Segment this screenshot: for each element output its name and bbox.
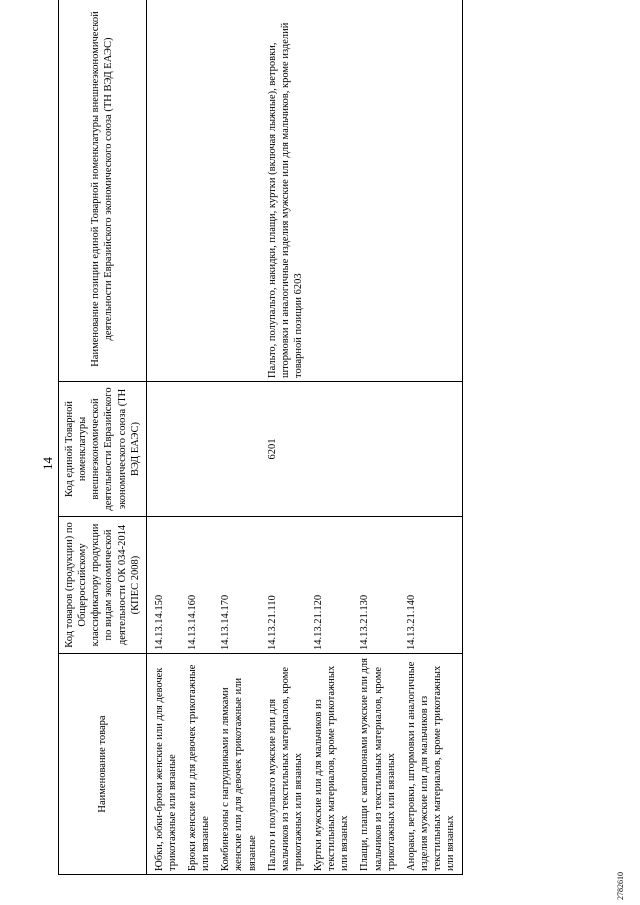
tnved-name-cell	[146, 0, 184, 382]
tnved-name-cell	[217, 0, 263, 382]
product-name-cell: Анораки, ветровки, штормовки и аналогичные изделия мужские или для мальчиков из текстильных материалов, кроме трикотажных или вязаных	[403, 654, 463, 875]
tnved-name-cell	[184, 0, 217, 382]
okpd-code-cell: 14.13.21.120	[310, 517, 356, 654]
okpd-code-cell: 14.13.14.170	[217, 517, 263, 654]
tnved-code-cell	[146, 382, 184, 517]
table-row	[403, 0, 463, 875]
tnved-name-cell	[403, 0, 463, 382]
table-row	[184, 0, 217, 875]
okpd-code-cell: 14.13.14.160	[184, 517, 217, 654]
tnved-name-cell	[356, 0, 402, 382]
table-body	[146, 0, 463, 875]
product-name-cell: Плащи, плащи с капюшонами мужские или для мальчиков из текстильных материалов, кроме трикотажных или вязаных	[356, 654, 402, 875]
table-header	[59, 0, 147, 875]
tnved-name-cell	[310, 0, 356, 382]
table-row	[310, 0, 356, 875]
header-tnved-name: Наименование позиции единой Товарной номенклатуры внешнеэкономической деятельности Евразийского экономического союза (ТН ВЭД ЕАЭС)	[59, 0, 147, 382]
tnved-code-cell	[403, 382, 463, 517]
classification-table	[58, 0, 463, 875]
okpd-code-cell: 14.13.14.150	[146, 517, 184, 654]
table-row	[356, 0, 402, 875]
okpd-code-cell: 14.13.21.130	[356, 517, 402, 654]
header-tnved-code: Код единой Товарной номенклатуры внешнеэкономической деятельности Евразийского экономического союза (ТН ВЭД ЕАЭС)	[59, 382, 147, 517]
product-name-cell: Пальто и полупальто мужские или для мальчиков из текстильных материалов, кроме трикотажных или вязаных	[264, 654, 310, 875]
product-name-cell: Брюки женские или для девочек трикотажные или вязаные	[184, 654, 217, 875]
document-footer-code: 2782610	[616, 872, 625, 900]
tnved-code-cell	[310, 382, 356, 517]
table-row	[146, 0, 184, 875]
tnved-code-cell	[217, 382, 263, 517]
table-row	[217, 0, 263, 875]
tnved-code-cell	[356, 382, 402, 517]
page-number: 14	[40, 457, 55, 470]
tnved-code-cell	[184, 382, 217, 517]
product-name-cell: Куртки мужские или для мальчиков из текстильных материалов, кроме трикотажных или вязаных	[310, 654, 356, 875]
tnved-code-cell: 6201	[264, 382, 310, 517]
tnved-name-cell: Пальто, полупальто, накидки, плащи, куртки (включая лыжные), ветровки, штормовки и аналогичные изделия мужские или для мальчиков, кроме изделий товарной позиции 6203	[264, 0, 310, 382]
okpd-code-cell: 14.13.21.140	[403, 517, 463, 654]
header-product-name: Наименование товара	[59, 654, 147, 875]
product-name-cell: Комбинезоны с нагрудниками и лямками женские или для девочек трикотажные или вязаные	[217, 654, 263, 875]
table-row	[264, 0, 310, 875]
header-okpd-code: Код товаров (продукции) по Общероссийскому классификатору продукции по видам экономической деятельности ОК 034-2014 (КПЕС 2008)	[59, 517, 147, 654]
product-name-cell: Юбки, юбки-брюки женские или для девочек трикотажные или вязаные	[146, 654, 184, 875]
okpd-code-cell: 14.13.21.110	[264, 517, 310, 654]
